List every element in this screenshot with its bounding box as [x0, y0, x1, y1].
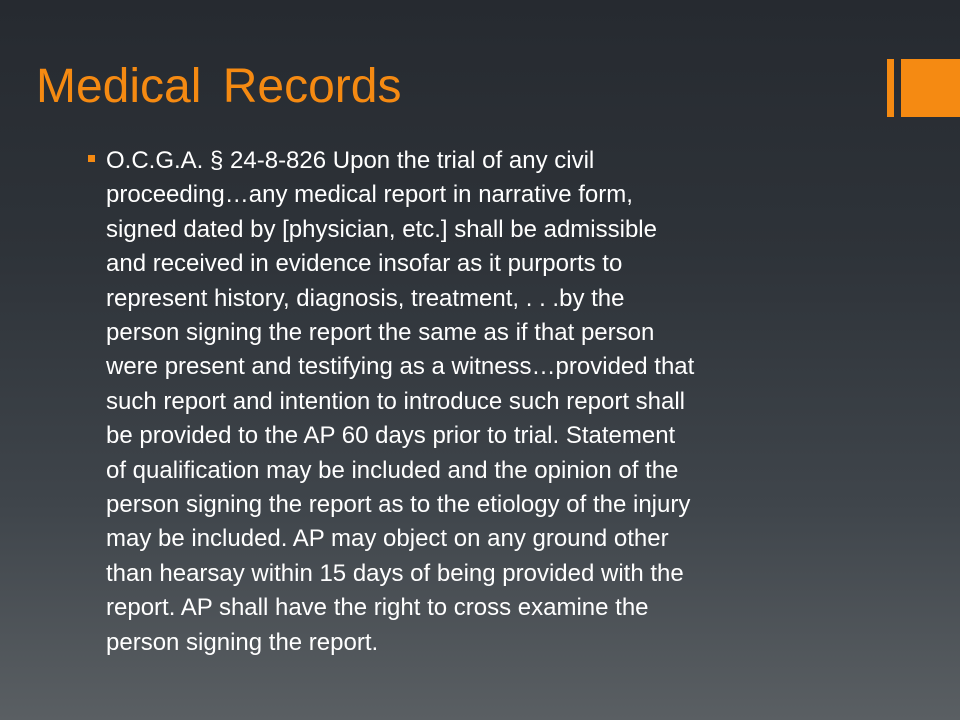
bullet-line: represent history, diagnosis, treatment, . . .by the [106, 284, 625, 312]
bullet-list [84, 144, 844, 660]
bullet-line: report. AP shall have the right to cross examine the [106, 594, 649, 622]
bullet-line: person signing the report the same as if that person [106, 319, 655, 347]
bullet-line: O.C.G.A. § 24-8-826 Upon the trial of any civil [106, 147, 595, 174]
bullet-line: signed dated by [physician, etc.] shall be admissible [106, 215, 657, 243]
bullet-line: such report and intention to introduce such report shall [106, 387, 686, 415]
bullet-line: than hearsay within 15 days of being provided with the [106, 559, 684, 587]
bullet-line: of qualification may be included and the opinion of the [106, 456, 679, 484]
bullet-line: be provided to the AP 60 days prior to trial. Statement [106, 422, 676, 450]
bullet-text [106, 144, 844, 660]
bullet-line: may be included. AP may object on any ground other [106, 525, 669, 553]
bullet-line: person signing the report. [106, 628, 379, 656]
accent-bar [887, 59, 894, 117]
accent-block [901, 59, 960, 117]
bullet-line: and received in evidence insofar as it purports to [106, 250, 623, 278]
bullet-line: proceeding…any medical report in narrative form, [106, 181, 633, 209]
bullet-item [84, 144, 844, 660]
bullet-line: person signing the report as to the etiology of the injury [106, 491, 691, 519]
square-bullet-icon [88, 155, 95, 162]
bullet-line: were present and testifying as a witness…provided that [106, 353, 695, 381]
slide-title: Medical Records [36, 60, 402, 113]
